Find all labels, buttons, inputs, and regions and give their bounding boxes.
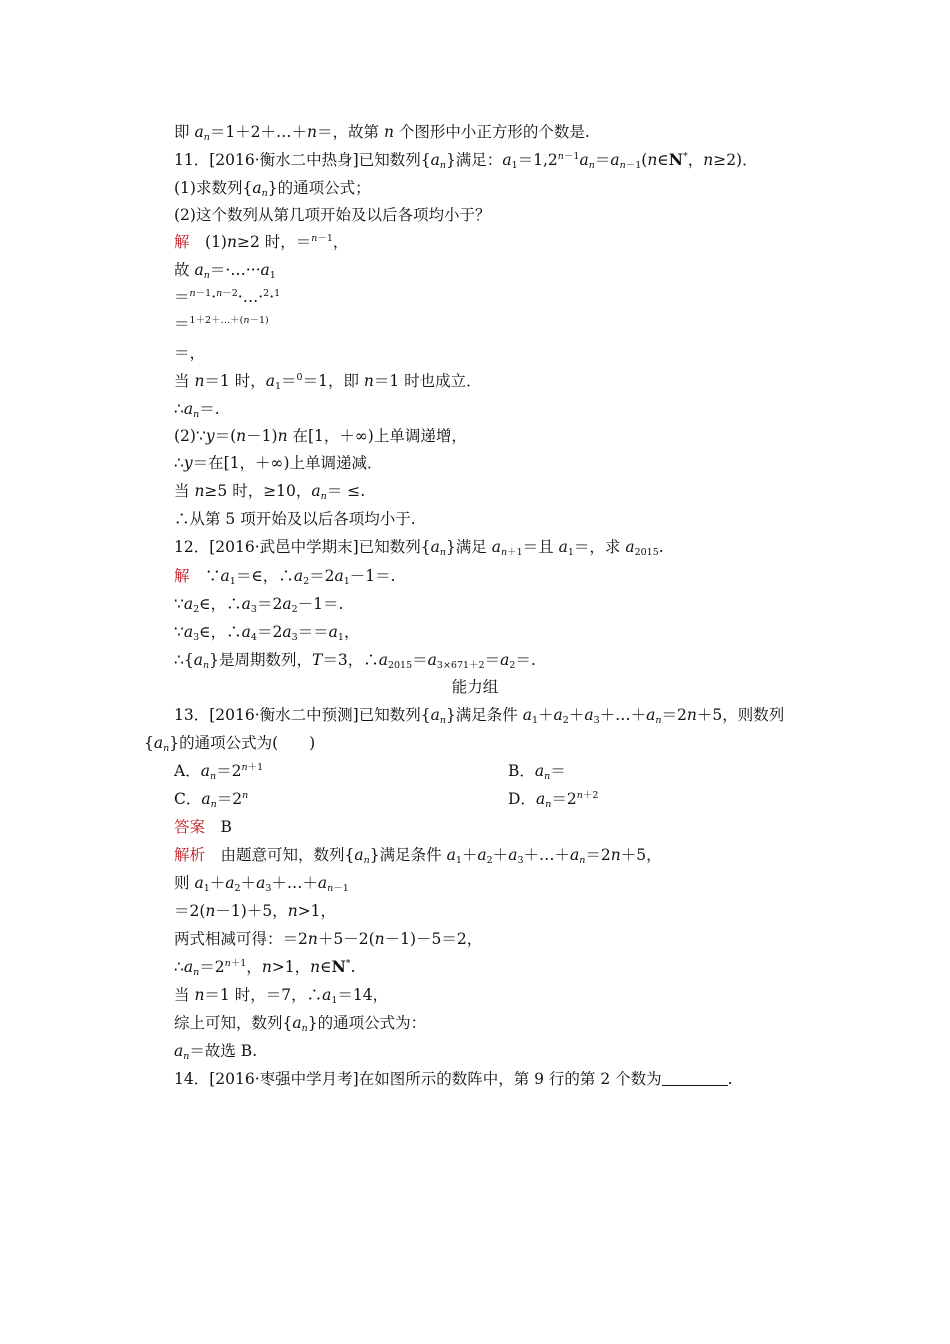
problem-13-stem: 13．[2016·衡水二中预测]已知数列$\{a_n\}$满足条件 $a_1+a_2+a_3+\dots+a_n=2n+5$，则数列 — [174, 706, 785, 726]
solution-line: 解 $\because a_1=\in$，$\therefore a_2=2a_1-1=$. — [174, 567, 396, 587]
text-line: 故 $a_n=\cdot\dots\cdot\cdot\cdot a_1$ — [174, 261, 276, 281]
text-line: ∴y＝在[1，＋∞)上单调递减． — [174, 454, 383, 472]
solution-line: 解 (1)n≥2 时，＝$^{n-1}$， — [174, 233, 349, 251]
problem-11-part-1: (1)求数列$\{a_n\}$的通项公式； — [174, 179, 371, 199]
text-line: 两式相减可得：＝2n＋5－2(n－1)－5＝2， — [174, 930, 483, 948]
answer-blank — [662, 1071, 728, 1086]
text-line: 则 $a_1+a_2+a_3+\dots+a_{n-1}$ — [174, 874, 349, 894]
text-line: 当 n＝1 时，$a_1=^0=1$，即 n＝1 时也成立． — [174, 372, 482, 392]
text-line: ＝$^{1+2+\dots+(n-1)}$ — [174, 315, 269, 333]
answer-label: 答案 — [174, 818, 206, 836]
analysis-line: 解析 由题意可知，数列$\{a_n\}$满足条件 $a_1+a_2+a_3+\dots+a_n=2n+5$， — [174, 846, 662, 866]
problem-14-stem: 14．[2016·枣强中学月考]在如图所示的数阵中，第 9 行的第 2 个数为 . — [174, 1070, 733, 1088]
solution-label: 解 — [174, 567, 190, 585]
text-line: (2)∵y＝(n－1)n 在[1，＋∞)上单调递增， — [174, 427, 467, 445]
text-line: 当 n＝1 时，＝7，$\therefore a_1=14$， — [174, 986, 389, 1006]
option-b: B．$a_n=$ — [508, 762, 566, 782]
option-d: D．$a_n=2^{n+2}$ — [508, 790, 599, 810]
option-row — [174, 761, 263, 783]
text-line: ∴从第 5 项开始及以后各项均小于. — [174, 510, 416, 528]
text-line: $\therefore a_n=$. — [174, 400, 220, 420]
text-line: ＝2(n－1)＋5，n>1， — [174, 902, 337, 920]
text-line: $\therefore a_n=2^{n+1}$，n>1，n∈N*. — [174, 957, 356, 978]
text-line: $\because a_3\in$，$\therefore a_4=2a_3==a_1$， — [174, 623, 360, 643]
answer-line — [174, 817, 232, 839]
solution-label: 解 — [174, 233, 190, 251]
problem-13-stem-cont: $\{a_n\}$的通项公式为( ) — [144, 734, 316, 754]
option-c: C．$a_n=2^n$ — [174, 790, 249, 810]
problem-11-part-2: (2)这个数列从第几项开始及以后各项均小于？ — [174, 206, 491, 224]
problem-12-stem: 12．[2016·武邑中学期末]已知数列$\{a_n\}$满足 $a_{n+1}=$且 $a_1=$，求 $a_{2015}$. — [174, 538, 664, 558]
problem-11-stem: 11．[2016·衡水二中热身]已知数列$\{a_n\}$满足：$a_1=1,2^{n-1}a_n=a_{n-1}(n\in N^*$，n≥2)． — [174, 150, 758, 171]
text-line: 综上可知，数列$\{a_n\}$的通项公式为： — [174, 1014, 427, 1034]
analysis-label: 解析 — [174, 846, 206, 864]
text-line: 即 $a_n=1+2+\dots+n=$，故第 n 个图形中小正方形的个数是. — [174, 123, 590, 143]
text-line: $a_n=$故选 B. — [174, 1042, 258, 1062]
text-line: ＝$^{n-1}$·$^{n-2}$·…·$^2$·$^1$ — [174, 288, 281, 306]
text-line: $\because a_2\in$，$\therefore a_3=2a_2-1=$. — [174, 595, 344, 615]
text-line: 当 n≥5 时，≥10，$a_n=$ ≤. — [174, 482, 366, 502]
text-line: $\therefore\{a_n\}$是周期数列，T＝3，$\therefore a_{2015}=a_{3\times 671+2}=a_2=$. — [174, 651, 536, 671]
option-a: A．$a_n=2^{n+1}$ — [174, 762, 264, 782]
answer-value: B — [205, 818, 232, 836]
section-heading: 能力组 — [451, 678, 499, 696]
text-line: ＝， — [174, 344, 206, 362]
